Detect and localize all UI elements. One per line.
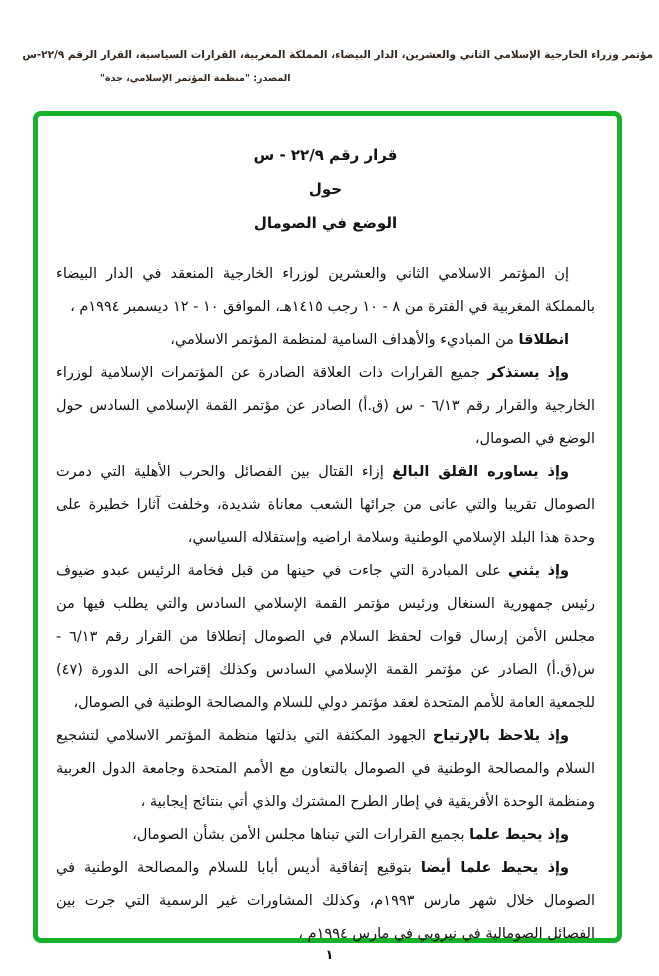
paragraph-text: بتوقيع إتفاقية أديس أبابا للسلام والمصالحة الوطنية في الصومال خلال شهر مارس ١٩٩٣م، وكذلك المشاورات غير الرسمية التي جرت بين الفصائل الصومالية في نيروبي في مارس ١٩٩٤م ، bbox=[56, 860, 595, 942]
paragraph-clause bbox=[56, 720, 595, 819]
document-source-attribution: المصدر: "منظمة المؤتمر الإسلامي، جدة" bbox=[100, 73, 291, 84]
paragraph-lead: انطلاقا bbox=[518, 332, 569, 348]
paragraph-lead: وإذ يحيط علما bbox=[469, 827, 569, 843]
paragraph-text: الجهود المكثفة التي بذلتها منظمة المؤتمر الاسلامي لتشجيع السلام والمصالحة الوطنية في الصومال بالتعاون مع الأمم المتحدة وجامعة الدول العربية ومنظمة الوحدة الأفريقية في إطار الطرح المشترك والذي أتي بنتائج إيجابية ، bbox=[56, 728, 595, 810]
page-number: ١ bbox=[325, 948, 334, 963]
resolution-title-connector: حول bbox=[308, 180, 343, 198]
resolution-title-block bbox=[56, 146, 595, 232]
paragraph-text: جميع القرارات ذات العلاقة الصادرة عن المؤتمرات الإسلامية لوزراء الخارجية والقرار رقم ٦/١٣ - س (ق.أ) الصادر عن مؤتمر القمة الإسلامي السادس حول الوضع في الصومال، bbox=[56, 365, 595, 447]
paragraph-text: إن المؤتمر الاسلامي الثاني والعشرين لوزراء الخارجية المنعقد في الدار البيضاء بالمملكة المغربية في الفترة من ٨ - ١٠ رجب ١٤١٥هـ، الموافق ١٠ - ١٢ ديسمبر ١٩٩٤م ، bbox=[56, 266, 595, 315]
paragraph-clause bbox=[56, 357, 595, 456]
paragraph-clause bbox=[56, 555, 595, 720]
paragraph-preamble bbox=[56, 258, 595, 324]
paragraph-lead: وإذ يلاحظ بالإرتياح bbox=[432, 728, 569, 744]
paragraph-clause bbox=[56, 819, 595, 852]
paragraph-text: على المبادرة التي جاءت في حينها من قبل فخامة الرئيس عبدو ضيوف رئيس جمهورية السنغال ورئيس مؤتمر القمة الإسلامي السادس والتي يطلب فيها من مجلس الأمن إرسال قوات لحفظ السلام في الصومال إنطلاقا من القرار رقم ٦/١٣ - س(ق.أ) الصادر عن مؤتمر القمة الإسلامي السادس وكذلك إقتراحه الى الدورة (٤٧) للجمعية العامة للأمم المتحدة لعقد مؤتمر دولي للسلام والمصالحة الوطنية في الصومال، bbox=[56, 563, 596, 711]
paragraph-lead: وإذ يساوره القلق البالغ bbox=[392, 464, 569, 480]
paragraph-lead: وإذ يحيط علما أيضا bbox=[420, 860, 569, 876]
paragraph-clause bbox=[56, 324, 595, 357]
paragraph-lead: وإذ يثني bbox=[508, 563, 569, 579]
paragraph-clause bbox=[56, 852, 595, 951]
paragraph-text: إزاء القتال بين الفصائل والحرب الأهلية التي دمرت الصومال تقريبا والتي عانى من جرائها الشعب معاناة شديدة، وخلفت آثارا خطيرة على وحدة هذا البلد الإسلامي الوطنية وسلامة اراضيه وإستقلاله السياسي، bbox=[56, 464, 595, 546]
resolution-subject-title: الوضع في الصومال bbox=[253, 214, 398, 232]
paragraph-text: من المباديء والأهداف السامية لمنظمة المؤتمر الاسلامي، bbox=[170, 332, 519, 348]
paragraph-clause bbox=[56, 456, 595, 555]
document-source-header-line: مؤتمر وزراء الخارجية الإسلامي الثاني والعشرين، الدار البيضاء، المملكة المغربية، القرارات السياسية، القرار الرقم ٢٢/٩-س bbox=[22, 49, 653, 61]
paragraph-lead: وإذ يستذكر bbox=[487, 365, 569, 381]
resolution-number-title: قرار رقم ٢٢/٩ - س bbox=[253, 146, 398, 164]
resolution-body bbox=[56, 258, 595, 951]
resolution-border-box bbox=[33, 111, 622, 943]
paragraph-text: بجميع القرارات التي تبناها مجلس الأمن بشأن الصومال، bbox=[132, 827, 470, 843]
